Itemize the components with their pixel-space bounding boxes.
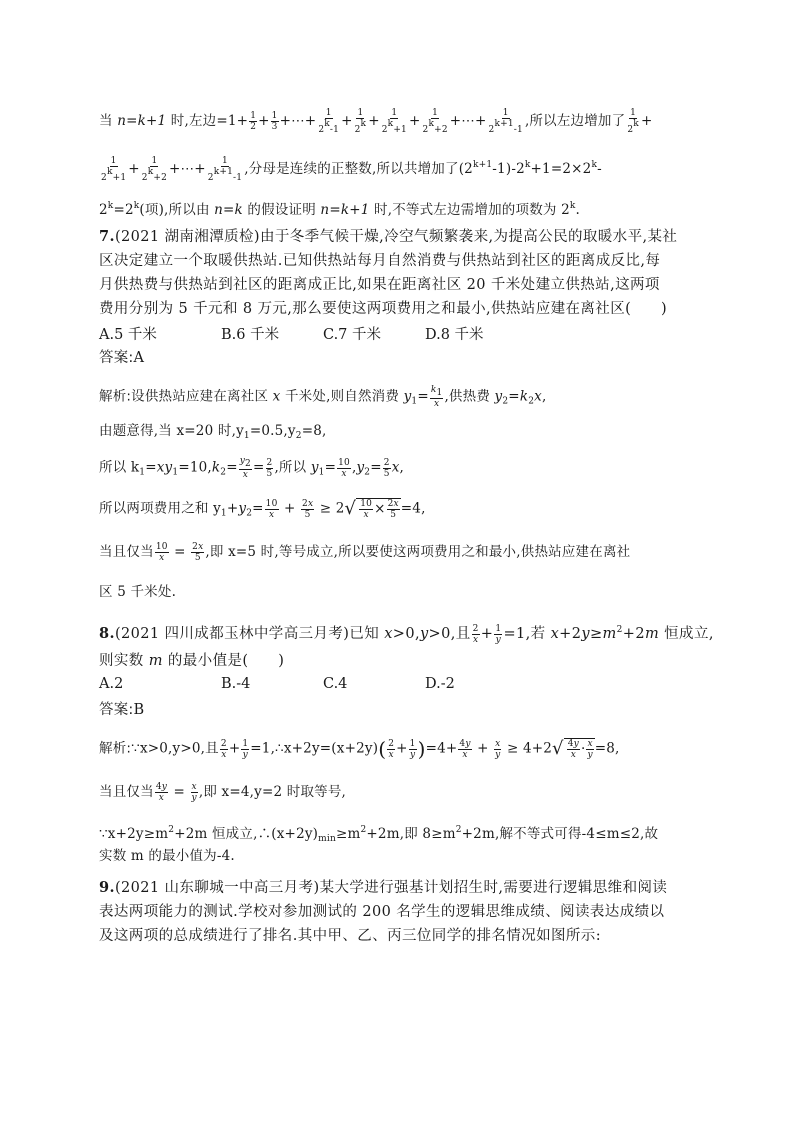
q7-option-d: D.8 千米 bbox=[425, 327, 484, 343]
q7-analysis-2: 由题意得,当 x=20 时$,y_1=0.5,y_2=8$, bbox=[99, 423, 327, 441]
q8-line-1: 8.(2021 四川成都玉林中学高三月考)已知 x>0,y>0,且 $\frac{2}{x}$ + $\frac{1}{y}$ =1,若 $x+2y\ge m^2+2m$ 恒成立, bbox=[99, 623, 714, 645]
q8-option-d: D.-2 bbox=[425, 676, 455, 692]
q8-number: 8. bbox=[99, 625, 115, 642]
q7-line-1: 7.(2021 湖南湘潭质检)由于冬季气候干燥,冷空气频繁袭来,为提高公民的取暖水平,某社 bbox=[99, 228, 678, 245]
q7-analysis-5: 当且仅当 $\frac{10}{x}$ = $\frac{2x}{5}$ ,即 x=5 时,等号成立,所以要使这两项费用之和最小,供热站应建在离社 bbox=[99, 542, 631, 563]
q9-number: 9. bbox=[99, 879, 115, 896]
q7-number: 7. bbox=[99, 228, 115, 245]
q7-line-4: 费用分别为 5 千元和 8 万元,那么要使这两项费用之和最小,供热站应建在离社区( ) bbox=[99, 301, 668, 317]
q8-option-c: C.4 bbox=[323, 676, 348, 692]
q8-analysis-2: 当且仅当 $\frac{4y}{x}$ = $\frac{x}{y}$ ,即 x=4,y=2 时取等号, bbox=[99, 782, 347, 803]
q8-line-2: 则实数 m 的最小值是( ) bbox=[99, 653, 285, 669]
q9-source: (2021 山东聊城一中高三月考) bbox=[114, 880, 320, 896]
q7-analysis-1: 解析:设供热站应建在离社区 x 千米处,则自然消费 $y_1=$ $\frac{k_1}{x}$ ,供热费 $y_2=k_2x$, bbox=[99, 385, 547, 409]
q8-answer: 答案:B bbox=[99, 702, 145, 718]
q7-line-3: 月供热费与供热站到社区的距离成正比,如果在距离社区 20 千米处建立供热站,这两项 bbox=[99, 277, 660, 293]
q7-answer: 答案:A bbox=[99, 350, 145, 366]
q9-line-2: 表达两项能力的测试.学校对参加测试的 200 名学生的逻辑思维成绩、阅读表达成绩以 bbox=[99, 904, 665, 920]
q7-analysis-6: 区 5 千米处. bbox=[99, 584, 177, 600]
q7-option-a: A.5 千米 bbox=[99, 327, 157, 343]
q7-source: (2021 湖南湘潭质检) bbox=[114, 229, 260, 245]
q8-source: (2021 四川成都玉林中学高三月考) bbox=[114, 626, 350, 642]
q8-option-b: B.-4 bbox=[221, 676, 251, 692]
q9-line-3: 及这两项的总成绩进行了排名.其中甲、乙、丙三位同学的排名情况如图所示: bbox=[99, 928, 601, 944]
q7-option-c: C.7 千米 bbox=[323, 327, 382, 343]
q7-option-b: B.6 千米 bbox=[221, 327, 280, 343]
q7-analysis-4: 所以两项费用之和 $y_1+y_2=$ $\frac{10}{x}$ + $\frac{2x}{5}$ ≥ 2√ $\frac{10}{x}$ × $\frac{2x}{5}$ =4, bbox=[99, 498, 426, 520]
q8-analysis-4: 实数 m 的最小值为-4. bbox=[99, 848, 235, 864]
q8-analysis-3: $\because x+2y\ge m^2+2m$ 恒成立$,\therefore(x+2y)_{min}\ge m^2+2m$,即 $8\ge m^2+2m$,解不等式可得-4≤m≤2,故 bbox=[99, 825, 659, 844]
q8-analysis-1: 解析:∵x>0,y>0,且 $\frac{2}{x}$ + $\frac{1}{y}$ =1,∴x+2y=(x+2y)( $\frac{2}{x}$ + $\frac{1}{y}$ )=4+ $\frac{4y}{x}$ + $\frac{x}{y}$ ≥ 4+2√ $\frac{4y}{x}$ · $\frac{x}{y}$ =8, bbox=[99, 737, 620, 761]
prev-line-3: $2^k=2^k$(项),所以由 n=k 的假设证明 n=k+1 时,不等式左边需增加的项数为 2$^k$. bbox=[99, 201, 581, 218]
q8-option-a: A.2 bbox=[99, 676, 124, 692]
q7-line-2: 区决定建立一个取暖供热站.已知供热站每月自然消费与供热站到社区的距离成反比,每 bbox=[99, 253, 661, 269]
prev-line-1: 当 n=k+1 时,左边=1+ $\frac{1}{2}$ + $\frac{1}{3}$ +⋯+ $\frac{1}{2^k-1}$ + $\frac{1}{2^k}$ + $\frac{1}{2^k+1}$ + $\frac{1}{2^k+2}$ +⋯+ $\frac{1}{2^{k+1}-1}$ ,所以左边增加了 $\frac{1}{2^k}$ + bbox=[99, 108, 653, 135]
prev-line-2: $\frac{1}{2^k+1}$ + $\frac{1}{2^k+2}$ +⋯+ $\frac{1}{2^{k+1}-1}$ ,分母是连续的正整数,所以共增加了$(2^{k+1}-1)-2^k+1=2\times 2^k-$ bbox=[101, 156, 602, 183]
q9-line-1: 9.(2021 山东聊城一中高三月考)某大学进行强基计划招生时,需要进行逻辑思维和阅读 bbox=[99, 879, 668, 896]
q7-analysis-3: 所以 $k_1=xy_1=10,k_2=$ $\frac{y_2}{x}$ = $\frac{2}{5}$ ,所以 $y_1=$ $\frac{10}{x}$ $,y_2=$ $\frac{2}{5}$ x, bbox=[99, 456, 405, 480]
